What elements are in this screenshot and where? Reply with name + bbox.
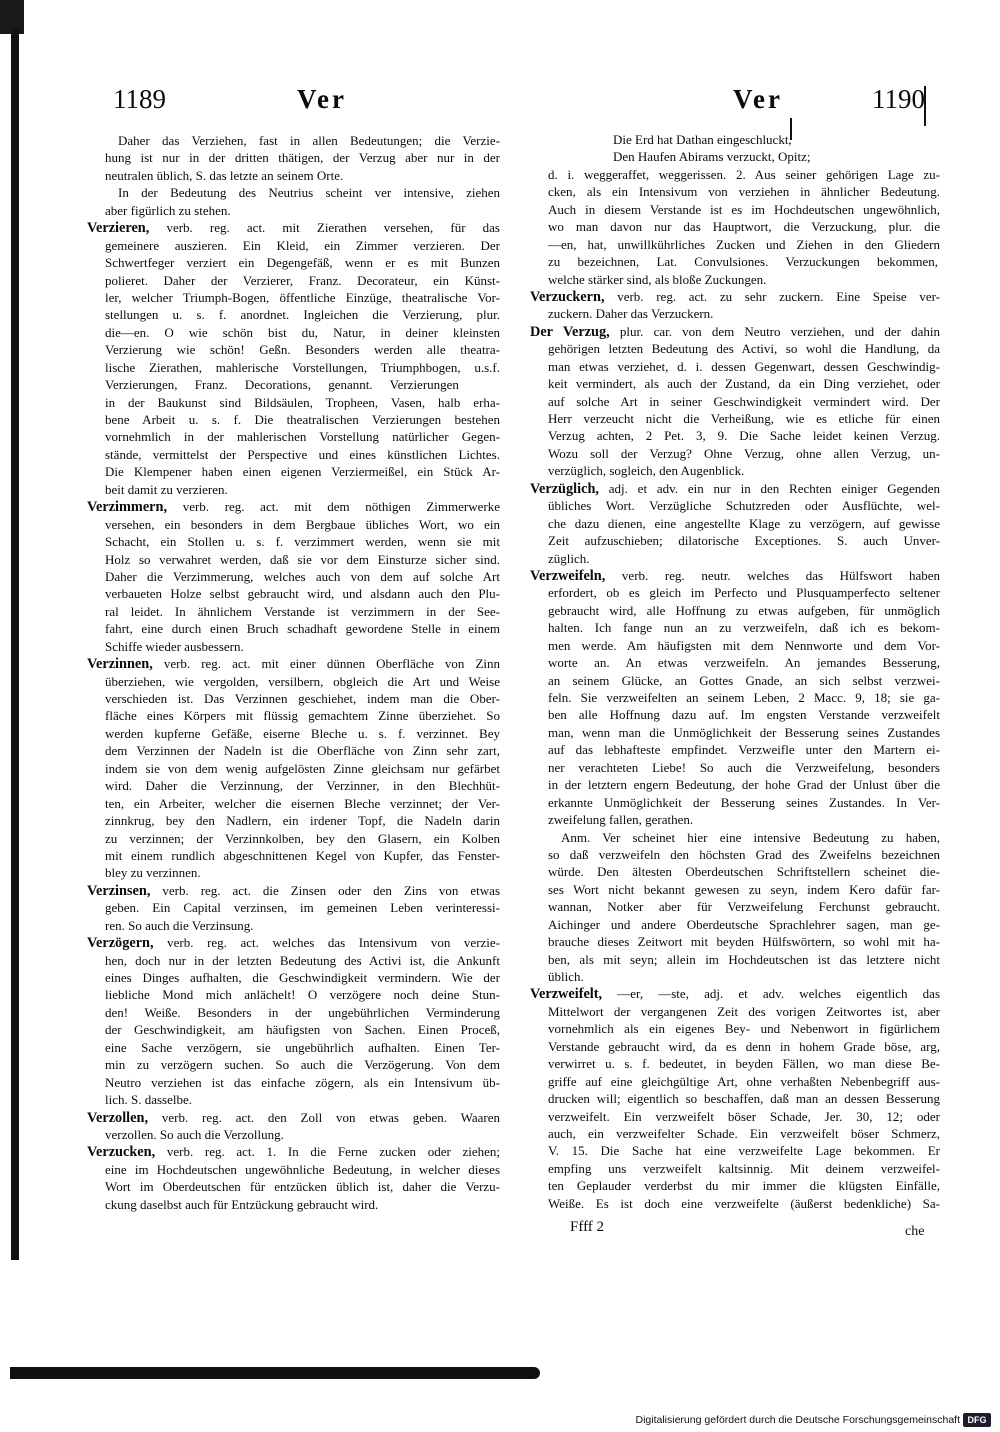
line-text: lich. S. dasselbe. xyxy=(105,1092,193,1108)
text-line xyxy=(548,619,940,636)
text-line xyxy=(105,1039,500,1056)
line-text: Auch in diesem Verstande ist es im Hochdeutschen ungewöhnlich, xyxy=(548,201,940,217)
line-text: vornehmlich in der mahlerischen Vorstellung natürlicher Gegen- xyxy=(105,429,500,445)
text-line xyxy=(105,289,500,306)
text-line xyxy=(548,166,940,183)
text-line xyxy=(105,795,500,812)
dictionary-entry xyxy=(87,1109,500,1144)
headword: Der Verzug, xyxy=(530,323,610,340)
text-line xyxy=(118,132,500,149)
line-text: keit vermindert, als auch der Zustand, da ein Ding verziehet, oder xyxy=(548,376,940,392)
dictionary-entry xyxy=(530,985,940,1212)
text-line xyxy=(105,376,500,393)
text-line xyxy=(105,551,500,568)
text-line xyxy=(105,690,500,707)
line-text: gehörigen letzten Bedeutung des Activi, so wohl die Handlung, da xyxy=(548,341,940,357)
line-text: verzollen. So auch die Verzollung. xyxy=(105,1126,284,1142)
text-line xyxy=(87,882,500,899)
line-text: wo man davon nur das Hauptwort, die Verzuckung, plur. die xyxy=(548,219,940,235)
line-text: ler, welcher Triumph-Bogen, öffentliche Einzüge, theatralische Vor- xyxy=(105,289,500,305)
text-line xyxy=(548,427,940,444)
text-line xyxy=(548,811,940,828)
line-text: verwirret u. s. f. bedeutet, in beyden Fällen, wo man diese Be- xyxy=(548,1056,940,1072)
line-text: würde. Den ältesten Oberdeutschen Schriftstellern scheinet die- xyxy=(548,864,940,880)
line-text: ten, ein Arbeiter, welcher die eisernen Bleche verzinnet; der Ver- xyxy=(105,795,500,811)
line-text: fläche eines Körpers mit flüssig gemachtem Zinne überziehet. So xyxy=(105,708,500,724)
text-line xyxy=(548,236,940,253)
dictionary-entry xyxy=(87,934,500,1108)
text-line xyxy=(105,847,500,864)
line-text: wird. Daher die Verzinnung, der Verzinner, in den Blechhüt- xyxy=(105,778,500,794)
text-line xyxy=(105,1091,500,1108)
text-line xyxy=(548,916,940,933)
line-text: Verzug achten, 2 Pet. 3, 9. Die Sache leidet keinen Verzug. xyxy=(548,428,940,444)
line-text: überziehen, wie vergolden, versilbern, obgleich die Art und Weise xyxy=(105,673,500,689)
line-text: züglich. xyxy=(548,550,590,566)
text-line xyxy=(548,741,940,758)
line-text: lische Zierathen, mahlerische Vorstellungen, Triumphbogen, u.s.f. xyxy=(105,359,500,375)
line-text: hung ist nur in der dritten thätigen, der Verzug aber nur in der xyxy=(105,150,500,166)
text-line xyxy=(548,706,940,723)
dictionary-entry xyxy=(87,655,500,882)
line-text: so daß verzweifeln den höchsten Grad des Zweifelns bezeichnen xyxy=(548,846,940,862)
text-line xyxy=(105,1126,500,1143)
text-line xyxy=(548,445,940,462)
text-line xyxy=(548,271,940,288)
line-text: übliches Wort. Verzügliche Schutzreden oder Ausflüchte, wel- xyxy=(548,498,940,514)
line-text: den! Weiße. Besonders in der ungebührlichen Verminderung xyxy=(105,1004,500,1020)
scan-edge-left xyxy=(11,28,19,1260)
line-text: In der Bedeutung des Neutrius scheint ver intensive, ziehen xyxy=(118,185,500,201)
dictionary-entry xyxy=(87,1143,500,1213)
line-text: verb. reg. act. mit dem nöthigen Zimmerwerke xyxy=(182,499,500,515)
text-line xyxy=(105,1074,500,1091)
line-text: —en, hat, unwillkührliches Zucken und Ziehen in den Gliedern xyxy=(548,236,940,252)
line-text: zu verzinnen; der Verzinnkolben, bey den Glasern, ein Kolben xyxy=(105,830,500,846)
line-text: die—en. O wie schön bist du, Natur, in deiner kleinsten xyxy=(105,324,500,340)
headword: Verzweifeln, xyxy=(530,567,606,584)
text-line xyxy=(613,148,940,165)
text-line xyxy=(105,1056,500,1073)
line-text: stellungen u. s. f. anordnet. Ingleichen die Verzierung, plur. xyxy=(105,307,500,323)
text-line xyxy=(548,515,940,532)
text-line xyxy=(105,952,500,969)
line-text: polieret. Daher der Verzierer, Franz. Decorateur, ein Künst- xyxy=(105,272,500,288)
line-text: man etwas verziehet, d. i. dessen Gegenwart, dessen Geschwindig- xyxy=(548,358,940,374)
line-text: wannan, Notker aber für Verzweifelung Ferchunst gebraucht. xyxy=(548,899,940,915)
dictionary-entry xyxy=(87,219,500,498)
line-text: Die Klempener haben einen eigenen Verziermeißel, ein Stück Ar- xyxy=(105,464,500,480)
text-line xyxy=(87,219,500,236)
text-line xyxy=(548,1108,940,1125)
line-text: werden kupferne Gefäße, eiserne Bleche u. s. f. verzinnet. Bey xyxy=(105,725,500,741)
dictionary-entry xyxy=(530,288,940,323)
text-line xyxy=(548,863,940,880)
text-line xyxy=(548,1020,940,1037)
scan-bar-bottom xyxy=(10,1367,540,1379)
text-line xyxy=(105,568,500,585)
line-text: empfing uns verzweifelt kaltsinnig. Mit deinem verzweifel- xyxy=(548,1160,940,1176)
text-line xyxy=(530,480,940,497)
text-line xyxy=(87,934,500,951)
line-text: Schwertfeger verziert ein Degengefäß, wenn er es mit Bunzen xyxy=(105,255,500,271)
text-line xyxy=(105,516,500,533)
line-text: Weiße. Es ist doch eine verzweifelte (äußerst bedenkliche) Sa- xyxy=(548,1195,940,1211)
digitization-credit: Digitalisierung gefördert durch die Deutsche Forschungsgemeinschaft xyxy=(635,1414,960,1426)
text-line xyxy=(548,358,940,375)
text-line xyxy=(105,341,500,358)
text-line xyxy=(548,1090,940,1107)
text-line xyxy=(105,324,500,341)
dfg-logo: DFG xyxy=(963,1413,991,1427)
line-text: gemeinere auszieren. Ein Kleid, ein Zimmer verzieren. Der xyxy=(105,237,500,253)
line-text: Verzierungen, Franz. Decorations, genannt. Verzierungen xyxy=(105,377,459,393)
line-text: plur. car. von dem Neutro verziehen, und der dahin xyxy=(619,323,941,339)
text-line xyxy=(105,830,500,847)
line-text: vornehmlich als ein eigenes Bey- und Nebenwort in figürlichem xyxy=(548,1021,940,1037)
text-line xyxy=(105,254,500,271)
line-text: cken, als ein Intensivum von verziehen in ähnlicher Bedeutung. xyxy=(548,184,940,200)
line-text: an seinem Glücke, an Gottes Gnade, an sich selbst verzwei- xyxy=(548,672,940,688)
text-line xyxy=(548,183,940,200)
line-text: verb. reg. act. mit Zierathen versehen, für das xyxy=(166,220,500,236)
text-line xyxy=(105,394,500,411)
line-text: zuckern. Daher das Verzuckern. xyxy=(548,306,714,322)
line-text: worte an. An etwas verzweifeln. An jemandes Besserung, xyxy=(548,655,940,671)
text-line xyxy=(548,1073,940,1090)
line-text: ben, als mit seyn; allein im Hochdeutschen ist das letztere nicht xyxy=(548,951,940,967)
text-line xyxy=(548,218,940,235)
line-text: verb. reg. act. welches das Intensivum von verzie- xyxy=(167,935,501,951)
line-text: Schiffe wieder ausbessern. xyxy=(105,638,244,654)
text-line xyxy=(105,411,500,428)
dictionary-entry xyxy=(87,498,500,655)
line-text: auf solche Art in seiner Geschwindigkeit vermindert wird. Der xyxy=(548,393,940,409)
entry-continuation xyxy=(530,166,940,288)
page-number-right: 1190 xyxy=(872,84,925,114)
text-line xyxy=(548,759,940,776)
text-line xyxy=(613,131,940,148)
text-line xyxy=(105,899,500,916)
verse-quotation xyxy=(530,131,940,166)
text-line xyxy=(105,463,500,480)
line-text: versehen, ein besonders in dem Bergbaue übliches Wort, wo ein xyxy=(105,516,500,532)
text-line xyxy=(530,567,940,584)
text-line xyxy=(105,272,500,289)
line-text: verzweifelt. Ein verzweifelt böser Schade, Jer. 30, 12; oder xyxy=(548,1108,940,1124)
text-line xyxy=(548,532,940,549)
dictionary-entry xyxy=(530,480,940,567)
line-text: mit einem rundlich abgeschnittenen Kegel von Kupfer, das Fenster- xyxy=(105,847,500,863)
text-line xyxy=(548,201,940,218)
text-line xyxy=(105,446,500,463)
text-line xyxy=(105,638,500,655)
line-text: verb. reg. neutr. welches das Hülfswort haben xyxy=(621,567,941,583)
headword: Verzimmern, xyxy=(87,499,168,516)
line-text: Wozu soll der Verzug? Ohne Verzug, ohne allen Verzug, un- xyxy=(548,445,940,461)
text-line xyxy=(548,1055,940,1072)
line-text: halten. Ich fange nun an zu verzweifeln, daß ich es bekom- xyxy=(548,620,940,636)
text-line xyxy=(530,288,940,305)
line-text: Herr verzeucht nicht die Verheißung, wie es etliche für einen xyxy=(548,411,940,426)
line-text: fahrt, eine durch einen Bruch schadhaft gewordene Stelle in einem xyxy=(105,621,500,637)
line-text: Anm. Ver scheinet hier eine intensive Bedeutung zu haben, xyxy=(561,829,940,845)
line-text: V. 15. Die Sache hat eine verzweifelte Lage bekommen. Er xyxy=(548,1143,940,1159)
line-text: Mittelwort der vergangenen Zeit des vorigen Zeitwortes ist, aber xyxy=(548,1003,940,1019)
text-line xyxy=(548,951,940,968)
text-line xyxy=(548,898,940,915)
line-text: geben. Ein Capital verzinsen, im gemeinen Leben verinteressi- xyxy=(105,900,500,916)
text-line xyxy=(548,776,940,793)
text-line xyxy=(548,654,940,671)
text-line xyxy=(548,933,940,950)
headword: Verzinsen, xyxy=(87,882,151,899)
text-line xyxy=(105,812,500,829)
text-line xyxy=(105,1196,500,1213)
line-text: auch, ein verzweifelter Schade. Ein verzweifelt böser Schmerz, xyxy=(548,1125,940,1141)
line-text: Schacht, ein Stollen u. s. f. verzimmert werden, wenn sie mit xyxy=(105,534,500,550)
line-text: —er, —ste, adj. et adv. welches eigentlich das xyxy=(617,986,940,1002)
line-text: ckung daselbst auch für Entzückung gebraucht wird. xyxy=(105,1196,379,1212)
line-text: Die Erd hat Dathan eingeschluckt, xyxy=(613,132,792,147)
line-text: in der Baukunst sind Bildsäulen, Tropheen, Vasen, halb erha- xyxy=(105,394,500,410)
line-text: eine im Hochdeutschen ungewöhnliche Bedeutung, in welcher dieses xyxy=(105,1161,500,1177)
line-text: ten Geplauder verderbst du mir immer die klügsten Einfälle, xyxy=(548,1178,940,1194)
left-column xyxy=(87,132,500,1213)
text-line xyxy=(105,237,500,254)
line-text: men werde. Am häufigsten mit dem Nennworte und dem Vor- xyxy=(548,637,940,653)
line-text: verbaueten Holze selbst gebraucht wird, und alsdann auch den Plu- xyxy=(105,586,500,602)
line-text: welche stärker sind, als bloße Zuckungen. xyxy=(548,271,767,287)
text-line xyxy=(548,968,940,985)
text-line xyxy=(548,794,940,811)
text-line xyxy=(87,498,500,515)
text-line xyxy=(530,323,940,340)
line-text: dem Verzinnen der Nadeln ist die Oberfläche von Zinn sehr zart, xyxy=(105,743,500,759)
line-text: drucken will; eigentlich so beschaffen, daß man an dessen Besserung xyxy=(548,1091,940,1107)
line-text: griffe auf eine gleichgültige Art, ohne verhaßten Nebenbegriff aus- xyxy=(548,1073,940,1089)
line-text: verb. reg. act. die Zinsen oder den Zins von etwas xyxy=(162,882,500,898)
line-text: adj. et adv. ein nur in den Rechten einiger Gegenden xyxy=(608,480,941,496)
text-line xyxy=(105,1004,500,1021)
text-line xyxy=(548,672,940,689)
line-text: Zeit aufzuschieben; dilatorische Exceptiones. S. auch Unver- xyxy=(548,533,940,549)
line-text: Verzierung wie schön! Geßn. Besonders werden alle theatra- xyxy=(105,342,500,358)
text-line xyxy=(87,1143,500,1160)
line-text: in der letztern engern Bedeutung, der hohe Grad der Unlust über die xyxy=(548,777,940,793)
paragraph xyxy=(530,829,940,986)
headword: Verzögern, xyxy=(87,935,154,952)
text-line xyxy=(548,1003,940,1020)
dictionary-entry xyxy=(87,882,500,934)
text-line xyxy=(105,986,500,1003)
line-text: neutralen üblich, S. das letzte an seinem Orte. xyxy=(105,167,344,183)
text-line xyxy=(548,393,940,410)
text-line xyxy=(105,149,500,166)
text-line xyxy=(105,777,500,794)
line-text: Aichinger und andere Oberdeutsche Sprachlehrer sagen, man ge- xyxy=(548,916,940,932)
line-text: zinnkrug, bey den Nadlern, ein irdener Topf, die Nadeln darin xyxy=(105,813,500,829)
page-number-left: 1189 xyxy=(113,84,166,114)
text-line xyxy=(105,917,500,934)
text-line xyxy=(105,969,500,986)
text-line xyxy=(105,725,500,742)
text-line xyxy=(105,1161,500,1178)
line-text: erkannte Unmöglichkeit der Besserung seines Zustandes. In Ver- xyxy=(548,794,940,810)
text-line xyxy=(105,620,500,637)
running-head-right: Ver xyxy=(733,84,783,114)
line-text: liebliche Mond mich anlächelt! O verzögere noch deine Stun- xyxy=(105,987,500,1003)
text-line xyxy=(105,742,500,759)
line-text: aber figürlich zu stehen. xyxy=(105,202,231,218)
text-line xyxy=(548,724,940,741)
text-line xyxy=(548,1142,940,1159)
line-text: Daher das Verziehen, fast in allen Bedeutungen; die Verzie- xyxy=(118,133,500,148)
line-text: verb. reg. act. mit einer dünnen Oberfläche von Zinn xyxy=(163,656,500,672)
text-line xyxy=(87,655,500,672)
line-text: verb. reg. act. 1. In die Ferne zucken oder ziehen; xyxy=(166,1144,500,1160)
line-text: stände, vermittelst der Perspective und eines künstlichen Lichtes. xyxy=(105,446,500,462)
paragraph xyxy=(87,184,500,219)
running-head-left: Ver xyxy=(297,84,347,114)
text-line xyxy=(118,184,500,201)
line-text: brauche dieses Zeitwort mit beyden Hülfswörtern, so wohl mit ha- xyxy=(548,934,940,950)
headword: Verzieren, xyxy=(87,220,150,237)
line-text: Verstande gebraucht wird, da es denn in hohem Grade böse, arg, xyxy=(548,1038,940,1054)
text-line xyxy=(548,584,940,601)
line-text: min zu verzögern suchen. So auch die Verzögerung. Von dem xyxy=(105,1057,500,1073)
line-text: verb. reg. act. zu sehr zuckern. Eine Speise ver- xyxy=(617,288,940,304)
text-line xyxy=(548,375,940,392)
signature-mark: Ffff 2 xyxy=(570,1219,605,1235)
text-line xyxy=(561,829,940,846)
line-text: eine Sache verzögern, sie ungebührlich aufhalten. Einen Ter- xyxy=(105,1039,500,1055)
line-text: ner verachteten Liebe! So auch die Verzweifelung, besonders xyxy=(548,759,940,775)
text-line xyxy=(105,533,500,550)
line-text: che dazu dienen, eine angestellte Klage zu verzögern, auf gewisse xyxy=(548,515,940,531)
headword: Verzucken, xyxy=(87,1144,156,1161)
text-line xyxy=(105,167,500,184)
dictionary-entry xyxy=(530,323,940,480)
text-line xyxy=(548,1038,940,1055)
line-text: bley zu verzinnen. xyxy=(105,865,201,881)
headword: Verzuckern, xyxy=(530,288,605,305)
text-line xyxy=(548,637,940,654)
text-line xyxy=(105,202,500,219)
right-column xyxy=(530,131,940,1212)
text-line xyxy=(105,707,500,724)
text-line xyxy=(105,359,500,376)
line-text: hen, doch nur in der letzten Bedeutung des Activi ist, die Ankunft xyxy=(105,952,500,968)
text-line xyxy=(548,881,940,898)
line-text: auf das lebhafteste empfindet. Verzweifle unter den Martern ei- xyxy=(548,742,940,758)
line-text: üblich. xyxy=(548,969,584,984)
text-line xyxy=(548,1177,940,1194)
line-text: ben alle Hoffnung dazu auf. Im engsten Verstande verzweifelt xyxy=(548,707,940,723)
headword: Verzüglich, xyxy=(530,480,599,497)
headword: Verzweifelt, xyxy=(530,986,603,1003)
text-line xyxy=(548,305,940,322)
text-line xyxy=(105,1021,500,1038)
line-text: verb. reg. act. den Zoll von etwas geben. Waaren xyxy=(161,1109,500,1125)
dictionary-entry xyxy=(530,567,940,829)
line-text: man, wenn man die Unmöglichkeit der Besserung seines Zustandes xyxy=(548,724,940,740)
line-text: Neutro verziehen ist das einfache zögern, als ein Intensivum üb- xyxy=(105,1074,500,1090)
paragraph xyxy=(87,132,500,184)
text-line xyxy=(548,602,940,619)
line-text: der Geschwindigkeit, am häufigsten von Sachen. Einen Proceß, xyxy=(105,1022,500,1038)
text-line xyxy=(105,603,500,620)
text-line xyxy=(105,428,500,445)
text-line xyxy=(548,1125,940,1142)
text-line xyxy=(548,1160,940,1177)
line-text: beit damit zu verzieren. xyxy=(105,481,228,497)
text-line xyxy=(105,306,500,323)
line-text: verzüglich, sogleich, den Augenblick. xyxy=(548,463,745,479)
line-text: eines Dinges aufhalten, die Geschwindigkeit vermindern. Wie der xyxy=(105,970,500,985)
catchword: che xyxy=(905,1224,925,1239)
text-line xyxy=(548,846,940,863)
line-text: gebraucht wird, alle Hoffnung zu etwas aufgeben, für unmöglich xyxy=(548,602,940,618)
text-line xyxy=(548,462,940,479)
line-text: zweifelung fallen, gerathen. xyxy=(548,812,694,828)
line-text: d. i. weggeraffet, weggerissen. 2. Aus seiner gehörigen Lage zu- xyxy=(548,166,940,182)
text-line xyxy=(548,1195,940,1212)
text-line xyxy=(105,481,500,498)
text-line xyxy=(548,410,940,427)
line-text: Daher die Verzimmerung, welches auch von dem auf solche Art xyxy=(105,568,500,584)
line-text: Wort im Oberdeutschen für entzücken üblich ist, daher die Verzu- xyxy=(105,1179,500,1195)
line-text: ral leidet. In ähnlichem Verstande ist verzimmern in der See- xyxy=(105,603,500,619)
line-text: feln. Sie verzweifelten an seinem Leben, 2 Macc. 9, 18; sie ga- xyxy=(548,690,940,705)
text-line xyxy=(548,253,940,270)
text-line xyxy=(548,340,940,357)
line-text: ses Wort nicht bekannt gewesen zu seyn, indem Kero dafür far- xyxy=(548,881,940,897)
line-text: Holz so verwahret werden, daß sie vor dem Einsturze sicher sind. xyxy=(105,551,500,567)
line-text: verschieden ist. Das Verzinnen geschiehet, indem man die Ober- xyxy=(105,691,500,706)
text-line xyxy=(105,864,500,881)
text-line xyxy=(105,760,500,777)
text-line xyxy=(105,585,500,602)
text-line xyxy=(548,497,940,514)
text-line xyxy=(530,985,940,1002)
line-text: zu bezeichnen, Lat. Convulsiones. Verzuckungen bekommen, xyxy=(548,254,938,270)
line-text: Den Haufen Abirams verzuckt, Opitz; xyxy=(613,149,811,165)
text-line xyxy=(548,689,940,706)
text-line xyxy=(548,550,940,567)
text-line xyxy=(105,1178,500,1195)
line-text: indem sie von dem wenig aufgelösten Zinne gleichsam nur gefärbet xyxy=(105,760,500,776)
line-text: bene Arbeit u. s. f. Die theatralischen Verzierungen bestehen xyxy=(105,412,500,427)
text-line xyxy=(87,1109,500,1126)
line-text: ren. So auch die Verzinsung. xyxy=(105,917,254,933)
line-text: erfordert, ob es gleich im Perfecto und Plusquamperfecto seltener xyxy=(548,585,940,601)
headword: Verzollen, xyxy=(87,1109,149,1126)
text-line xyxy=(105,673,500,690)
headword: Verzinnen, xyxy=(87,656,153,673)
